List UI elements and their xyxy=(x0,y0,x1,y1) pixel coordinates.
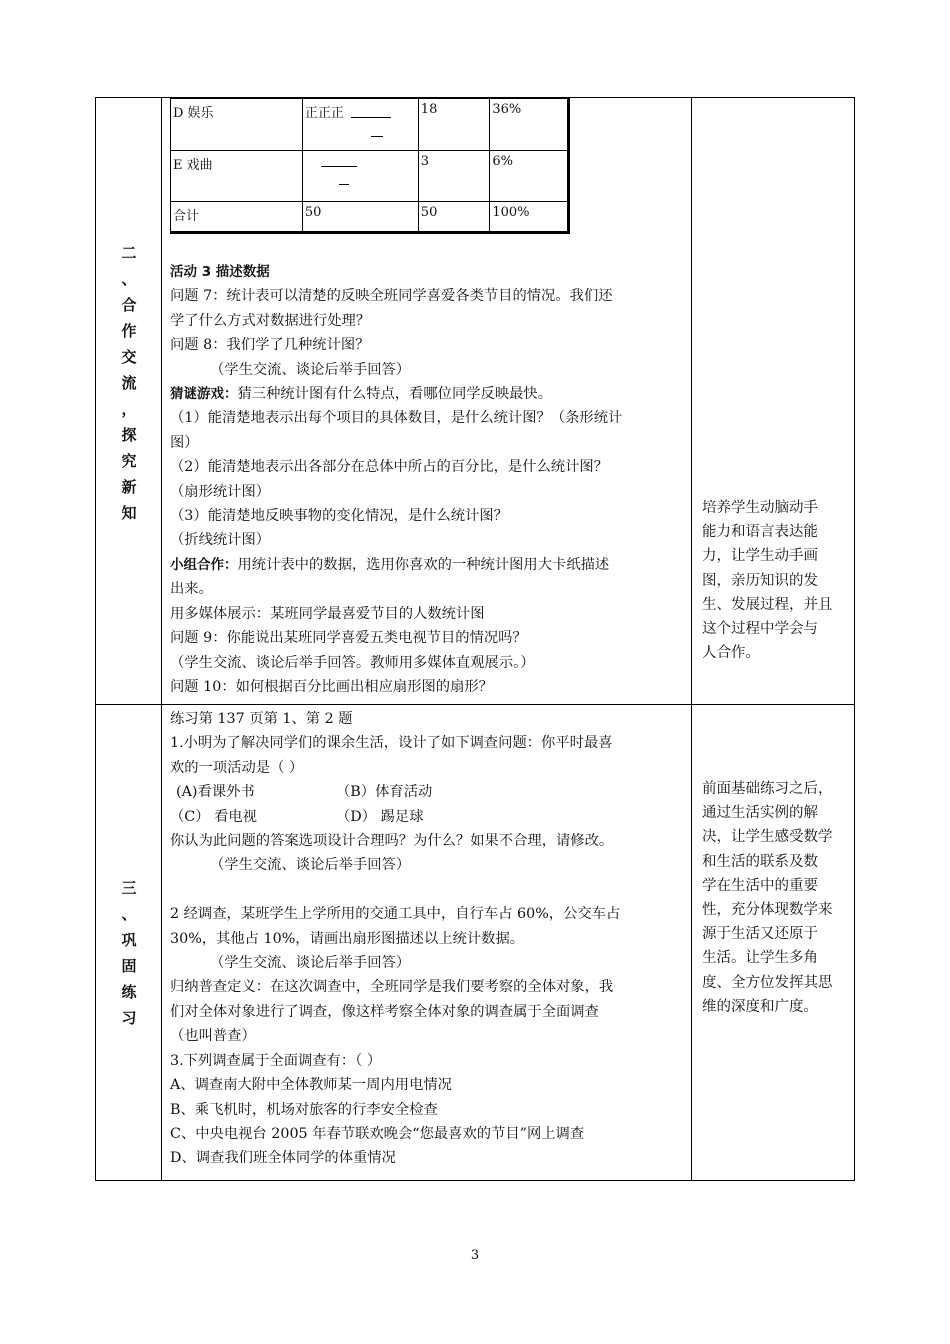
label-char: 流 xyxy=(121,374,137,392)
note-line: 前面基础练习之后， xyxy=(702,781,833,797)
section-2-row xyxy=(96,98,854,705)
note-line: 源于生活又还原于 xyxy=(702,926,818,943)
text-line: 问题 10：如何根据百分比画出相应扇形图的扇形？ xyxy=(170,678,493,695)
group-text: 用统计表中的数据，选用你喜欢的一种统计图用大卡纸描述 xyxy=(237,556,610,573)
text-line: 归纳普查定义：在这次调查中，全班同学是我们要考察的全体对象，我 xyxy=(170,979,614,996)
text-line: （学生交流、谈论后举手回答） xyxy=(210,955,411,972)
text-line: 30%，其他占 10%，请画出扇形图描述以上统计数据。 xyxy=(170,930,525,947)
label-char: 作 xyxy=(121,322,137,340)
text-line: 用多媒体展示：某班同学最喜爱节目的人数统计图 xyxy=(170,605,485,622)
stats-count-cell: 18 xyxy=(418,99,490,151)
text-line: （2）能清楚地表示出各部分在总体中所占的百分比，是什么统计图？ xyxy=(170,459,608,476)
note-line: 决，让学生感受数学 xyxy=(702,829,833,846)
text-line: 图） xyxy=(170,434,199,451)
tally-stroke xyxy=(351,117,391,118)
section-3-label xyxy=(96,875,162,1031)
text-line: （学生交流、谈论后举手回答） xyxy=(210,857,411,874)
text-line xyxy=(170,553,690,577)
option-a: (A)看课外书 xyxy=(176,784,255,801)
text-line: （1）能清楚地表示出每个项目的具体数目，是什么统计图？（条形统计 xyxy=(170,410,623,427)
label-char: 究 xyxy=(121,452,137,470)
section-2-content-cell xyxy=(162,98,692,704)
stats-count-cell: 50 xyxy=(418,202,490,233)
label-char: 探 xyxy=(121,426,137,444)
section-3-note xyxy=(702,777,852,1019)
lesson-plan-table xyxy=(95,97,855,1181)
note-line: 和生活的联系及数 xyxy=(702,853,818,870)
section-3-row xyxy=(96,705,854,1180)
note-line: 这个过程中学会与 xyxy=(702,621,818,638)
table-row xyxy=(171,202,569,233)
label-char: 知 xyxy=(121,504,137,522)
label-char: 交 xyxy=(121,348,137,366)
note-line: 维的深度和广度。 xyxy=(702,998,818,1015)
page-number: 3 xyxy=(470,1248,480,1263)
note-line: 通过生活实例的解 xyxy=(702,805,818,822)
stats-table xyxy=(170,98,570,234)
section-2-note xyxy=(702,496,852,665)
stats-count-cell: 3 xyxy=(418,151,490,202)
text-line: 欢的一项活动是（ ） xyxy=(170,759,304,776)
text-line: B、乘飞机时，机场对旅客的行李安全检查 xyxy=(170,1101,438,1118)
game-text: 猜三种统计图有什么特点，看哪位同学反映最快。 xyxy=(237,386,553,403)
note-line: 能力和语言表达能 xyxy=(702,524,818,541)
text-line xyxy=(170,382,690,406)
text-line: （学生交流、谈论后举手回答。教师用多媒体直观展示。） xyxy=(170,654,535,671)
section-2-label xyxy=(96,240,162,526)
option-d: （D） 踢足球 xyxy=(336,808,424,825)
stats-percent-cell: 100% xyxy=(490,202,569,233)
section-3-label-cell xyxy=(96,705,162,1180)
text-line: A、调查南大附中全体教师某一周内用电情况 xyxy=(170,1077,452,1094)
group-label: 小组合作： xyxy=(170,556,238,573)
activity-title: 活动 3 描述数据 xyxy=(170,264,270,280)
label-char: 合 xyxy=(121,296,137,314)
stats-percent-cell: 6% xyxy=(490,151,569,202)
options-row xyxy=(170,780,690,804)
stats-item-cell: 合计 xyxy=(171,202,303,233)
text-line: （折线统计图） xyxy=(170,532,271,549)
tally-mark xyxy=(305,102,344,121)
label-char: 练 xyxy=(121,983,137,1001)
tally-mark xyxy=(305,154,405,194)
note-line: 生活。让学生多角 xyxy=(702,950,818,967)
section-3-text xyxy=(170,707,690,1171)
options-row xyxy=(170,805,690,829)
label-char: 巩 xyxy=(121,931,137,949)
note-line: 学在生活中的重要 xyxy=(702,877,818,894)
stats-percent-cell: 36% xyxy=(490,99,569,151)
text-line: 问题 7：统计表可以清楚的反映全班同学喜爱各类节目的情况。我们还 xyxy=(170,288,613,305)
text-line: （学生交流、谈论后举手回答） xyxy=(210,361,411,378)
note-line: 生、发展过程，并且 xyxy=(702,596,833,613)
text-line: 学了什么方式对数据进行处理？ xyxy=(170,312,371,329)
label-char: 、 xyxy=(121,905,137,923)
stats-tally-cell xyxy=(302,99,418,151)
note-line: 力，让学生动手画 xyxy=(702,548,818,565)
stats-tally-cell xyxy=(302,151,418,202)
game-label: 猜谜游戏： xyxy=(170,386,238,403)
option-c: （C） 看电视 xyxy=(170,808,257,825)
note-line: 培养学生动脑动手 xyxy=(702,500,818,516)
label-char: 三 xyxy=(121,879,137,897)
text-line: 问题 9：你能说出某班同学喜爱五类电视节目的情况吗？ xyxy=(170,630,527,647)
tally-stroke xyxy=(321,166,357,167)
note-line: 图，亲历知识的发 xyxy=(702,572,818,589)
text-line: 出来。 xyxy=(170,581,213,598)
table-row xyxy=(171,99,569,151)
text-line: 1.小明为了解决同学们的课余生活，设计了如下调查问题：你平时最喜 xyxy=(170,735,613,752)
text-line: 练习第 137 页第 1、第 2 题 xyxy=(170,711,353,727)
label-char: ， xyxy=(121,400,137,418)
table-row xyxy=(171,151,569,202)
text-line: 你认为此问题的答案选项设计合理吗？为什么？如果不合理，请修改。 xyxy=(170,833,614,850)
label-char: 习 xyxy=(121,1009,137,1027)
section-2-label-cell xyxy=(96,98,162,704)
text-line: （也叫普查） xyxy=(170,1028,256,1045)
text-line: 2 经调查，某班学生上学所用的交通工具中，自行车占 60%，公交车占 xyxy=(170,906,621,923)
text-line: （3）能清楚地反映事物的变化情况，是什么统计图？ xyxy=(170,508,508,525)
note-line: 人合作。 xyxy=(702,645,760,662)
text-line: 3.下列调查属于全面调查有：（ ） xyxy=(170,1052,382,1069)
label-char: 二 xyxy=(121,244,137,262)
section-2-text xyxy=(170,260,690,699)
note-line: 度、全方位发挥其思 xyxy=(702,974,833,991)
tally-stroke xyxy=(339,184,349,185)
label-char: 、 xyxy=(121,270,137,288)
text-line: D、调查我们班全体同学的体重情况 xyxy=(170,1150,396,1167)
stats-item-cell: D 娱乐 xyxy=(171,99,303,151)
text-line: 们对全体对象进行了调查，像这样考察全体对象的调查属于全面调查 xyxy=(170,1003,599,1020)
text-line: C、中央电视台 2005 年春节联欢晚会“您最喜欢的节目”网上调查 xyxy=(170,1125,585,1142)
note-line: 性，充分体现数学来 xyxy=(702,902,833,919)
section-2-note-cell xyxy=(692,98,854,704)
blank-line xyxy=(170,878,690,902)
label-char: 固 xyxy=(121,957,137,975)
text-line: （扇形统计图） xyxy=(170,483,271,500)
tally-stroke xyxy=(371,136,383,137)
tally-text: 正正正 xyxy=(304,106,344,121)
section-3-content-cell xyxy=(162,705,692,1180)
section-3-note-cell xyxy=(692,705,854,1180)
option-b: （B）体育活动 xyxy=(336,784,433,801)
label-char: 新 xyxy=(121,478,137,496)
stats-item-cell: E 戏曲 xyxy=(171,151,303,202)
text-line: 问题 8：我们学了几种统计图？ xyxy=(170,337,370,354)
stats-tally-cell: 50 xyxy=(302,202,418,233)
